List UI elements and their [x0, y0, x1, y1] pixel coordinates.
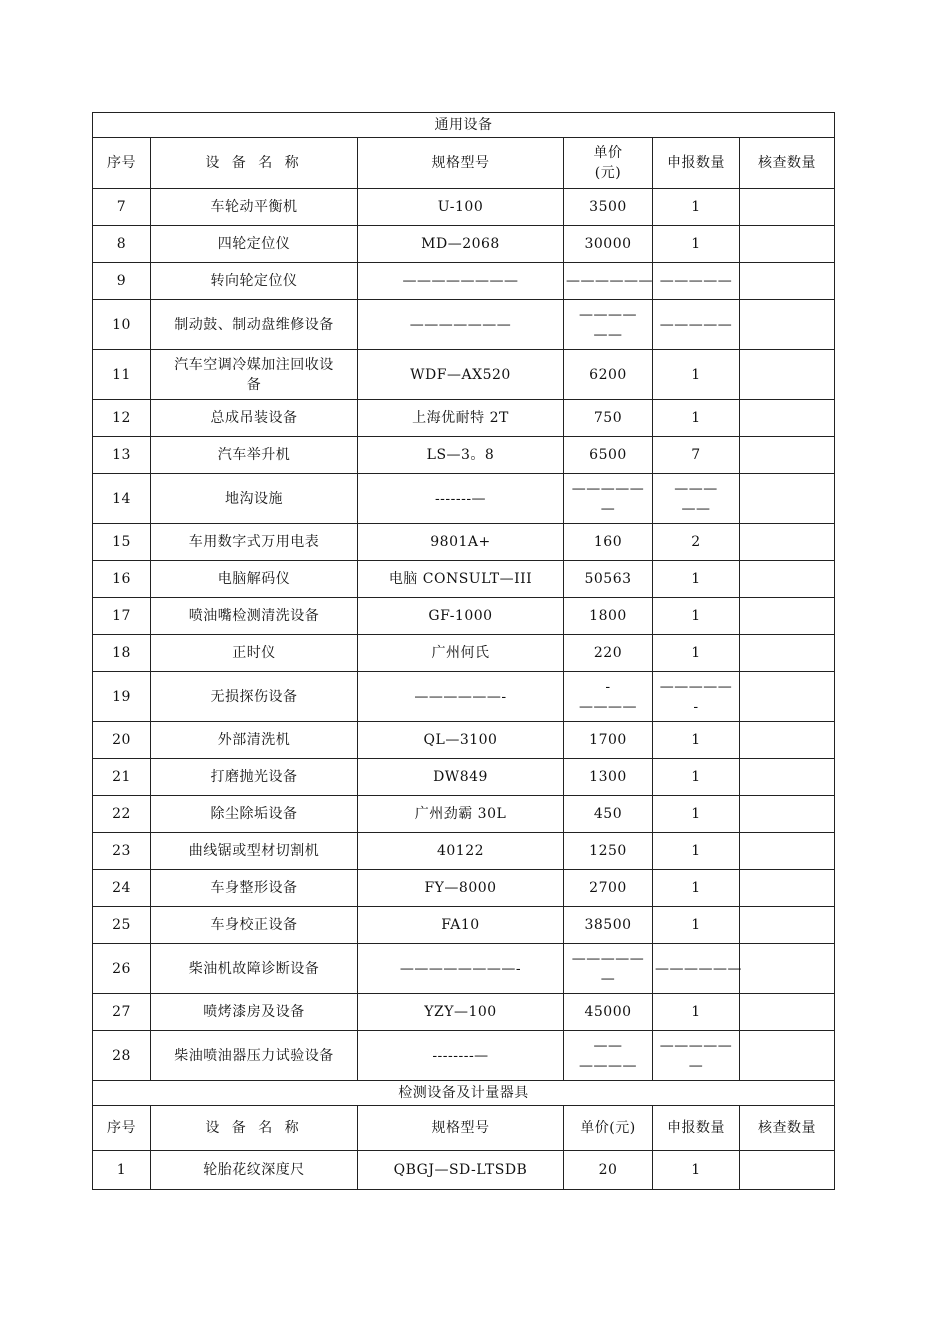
cell-seq: 10: [93, 300, 151, 350]
cell-name: 曲线锯或型材切割机: [151, 833, 358, 870]
table-row: [93, 907, 835, 944]
col-name-header-2: 设 备 名 称: [151, 1106, 358, 1151]
cell-price: 6500: [564, 437, 653, 474]
cell-declared: 1: [653, 598, 740, 635]
cell-declared: ——————: [653, 944, 740, 994]
cell-checked: [740, 994, 835, 1031]
table-row: [93, 722, 835, 759]
cell-seq: 21: [93, 759, 151, 796]
cell-checked: [740, 1031, 835, 1081]
cell-declared: 1: [653, 350, 740, 400]
cell-name: 汽车举升机: [151, 437, 358, 474]
cell-name: 无损探伤设备: [151, 672, 358, 722]
cell-checked: [740, 870, 835, 907]
table-row: [93, 437, 835, 474]
cell-name: 柴油喷油器压力试验设备: [151, 1031, 358, 1081]
cell-seq: 28: [93, 1031, 151, 1081]
cell-seq: 8: [93, 226, 151, 263]
cell-model: FY—8000: [358, 870, 564, 907]
cell-model: GF-1000: [358, 598, 564, 635]
col-price-header: 单价 (元): [564, 138, 653, 189]
cell-model: --------—: [358, 1031, 564, 1081]
cell-checked: [740, 437, 835, 474]
cell-seq: 26: [93, 944, 151, 994]
cell-name: 喷油嘴检测清洗设备: [151, 598, 358, 635]
cell-declared: 1: [653, 759, 740, 796]
cell-price: ———— ——: [564, 300, 653, 350]
table-row: [93, 300, 835, 350]
table-row: [93, 474, 835, 524]
cell-price: ————— —: [564, 944, 653, 994]
cell-model: WDF—AX520: [358, 350, 564, 400]
table-row: [93, 189, 835, 226]
cell-price: ————— —: [564, 474, 653, 524]
cell-model: QL—3100: [358, 722, 564, 759]
cell-price: 450: [564, 796, 653, 833]
table-row: [93, 833, 835, 870]
cell-model: FA10: [358, 907, 564, 944]
cell-model: 40122: [358, 833, 564, 870]
cell-price: 20: [564, 1151, 653, 1190]
cell-declared: 1: [653, 226, 740, 263]
cell-price: 1300: [564, 759, 653, 796]
col-checked-header-2: 核查数量: [740, 1106, 835, 1151]
table-row: [93, 226, 835, 263]
cell-declared: 1: [653, 722, 740, 759]
cell-name: 总成吊装设备: [151, 400, 358, 437]
cell-checked: [740, 400, 835, 437]
cell-declared: ————— -: [653, 672, 740, 722]
table-row: [93, 1151, 835, 1190]
section-title-measuring: 检测设备及计量器具: [93, 1081, 835, 1106]
cell-price: 6200: [564, 350, 653, 400]
section-title-general: 通用设备: [93, 113, 835, 138]
col-price-header-2: 单价(元): [564, 1106, 653, 1151]
col-model-header-2: 规格型号: [358, 1106, 564, 1151]
cell-seq: 12: [93, 400, 151, 437]
col-checked-header: 核查数量: [740, 138, 835, 189]
cell-checked: [740, 672, 835, 722]
cell-checked: [740, 722, 835, 759]
cell-seq: 1: [93, 1151, 151, 1190]
cell-name: 正时仪: [151, 635, 358, 672]
cell-checked: [740, 796, 835, 833]
cell-model: 电脑 CONSULT—III: [358, 561, 564, 598]
cell-name: 除尘除垢设备: [151, 796, 358, 833]
cell-name: 车用数字式万用电表: [151, 524, 358, 561]
cell-declared: ——— ——: [653, 474, 740, 524]
cell-price: 3500: [564, 189, 653, 226]
cell-declared: 1: [653, 870, 740, 907]
section-row-measuring: [93, 1081, 835, 1106]
cell-price: —— ————: [564, 1031, 653, 1081]
cell-seq: 13: [93, 437, 151, 474]
table-row: [93, 1031, 835, 1081]
cell-checked: [740, 474, 835, 524]
cell-checked: [740, 189, 835, 226]
header-row: [93, 138, 835, 189]
cell-declared: 1: [653, 1151, 740, 1190]
cell-model: ————————: [358, 263, 564, 300]
cell-price: 30000: [564, 226, 653, 263]
cell-model: ——————-: [358, 672, 564, 722]
cell-checked: [740, 833, 835, 870]
cell-name: 车轮动平衡机: [151, 189, 358, 226]
table-row: [93, 350, 835, 400]
cell-price: 750: [564, 400, 653, 437]
cell-checked: [740, 561, 835, 598]
table-row: [93, 870, 835, 907]
cell-declared: 1: [653, 833, 740, 870]
cell-model: 9801A+: [358, 524, 564, 561]
cell-name: 转向轮定位仪: [151, 263, 358, 300]
equipment-table: [92, 112, 835, 1190]
cell-declared: 1: [653, 907, 740, 944]
cell-seq: 23: [93, 833, 151, 870]
cell-model: DW849: [358, 759, 564, 796]
section-row-general: [93, 113, 835, 138]
cell-price: 160: [564, 524, 653, 561]
cell-name: 喷烤漆房及设备: [151, 994, 358, 1031]
cell-seq: 25: [93, 907, 151, 944]
table-row: [93, 524, 835, 561]
cell-checked: [740, 524, 835, 561]
cell-model: YZY—100: [358, 994, 564, 1031]
cell-seq: 9: [93, 263, 151, 300]
cell-checked: [740, 598, 835, 635]
cell-name: 轮胎花纹深度尺: [151, 1151, 358, 1190]
cell-model: QBGJ—SD-LTSDB: [358, 1151, 564, 1190]
cell-seq: 11: [93, 350, 151, 400]
cell-declared: 1: [653, 635, 740, 672]
cell-price: 1800: [564, 598, 653, 635]
table-row: [93, 598, 835, 635]
cell-name: 车身整形设备: [151, 870, 358, 907]
cell-declared: ————— —: [653, 1031, 740, 1081]
cell-checked: [740, 300, 835, 350]
cell-declared: 7: [653, 437, 740, 474]
col-seq-header: 序号: [93, 138, 151, 189]
cell-price: 1700: [564, 722, 653, 759]
cell-declared: 1: [653, 796, 740, 833]
cell-seq: 17: [93, 598, 151, 635]
cell-checked: [740, 907, 835, 944]
cell-price: 45000: [564, 994, 653, 1031]
cell-seq: 14: [93, 474, 151, 524]
cell-seq: 19: [93, 672, 151, 722]
col-declared-header-2: 申报数量: [653, 1106, 740, 1151]
cell-model: ————————-: [358, 944, 564, 994]
cell-name: 制动鼓、制动盘维修设备: [151, 300, 358, 350]
cell-name: 四轮定位仪: [151, 226, 358, 263]
cell-seq: 7: [93, 189, 151, 226]
cell-model: ———————: [358, 300, 564, 350]
cell-seq: 16: [93, 561, 151, 598]
cell-declared: 1: [653, 994, 740, 1031]
cell-name: 柴油机故障诊断设备: [151, 944, 358, 994]
cell-price: 2700: [564, 870, 653, 907]
cell-checked: [740, 944, 835, 994]
cell-price: 220: [564, 635, 653, 672]
cell-model: LS—3。8: [358, 437, 564, 474]
cell-checked: [740, 635, 835, 672]
table-row: [93, 561, 835, 598]
cell-declared: 1: [653, 400, 740, 437]
cell-declared: 1: [653, 189, 740, 226]
cell-name: 打磨抛光设备: [151, 759, 358, 796]
cell-seq: 27: [93, 994, 151, 1031]
col-name-header: 设 备 名 称: [151, 138, 358, 189]
cell-seq: 18: [93, 635, 151, 672]
cell-declared: —————: [653, 263, 740, 300]
table-row: [93, 400, 835, 437]
cell-declared: 1: [653, 561, 740, 598]
header-row-2: [93, 1106, 835, 1151]
cell-declared: 2: [653, 524, 740, 561]
table-row: [93, 994, 835, 1031]
cell-checked: [740, 759, 835, 796]
cell-checked: [740, 1151, 835, 1190]
table-row: [93, 635, 835, 672]
cell-name: 电脑解码仪: [151, 561, 358, 598]
table-row: [93, 944, 835, 994]
cell-model: 广州何氏: [358, 635, 564, 672]
cell-seq: 20: [93, 722, 151, 759]
cell-checked: [740, 263, 835, 300]
cell-price: 50563: [564, 561, 653, 598]
cell-name: 车身校正设备: [151, 907, 358, 944]
cell-name: 外部清洗机: [151, 722, 358, 759]
cell-declared: —————: [653, 300, 740, 350]
col-seq-header-2: 序号: [93, 1106, 151, 1151]
cell-checked: [740, 226, 835, 263]
cell-name: 汽车空调冷媒加注回收设 备: [151, 350, 358, 400]
cell-model: 上海优耐特 2T: [358, 400, 564, 437]
cell-model: U-100: [358, 189, 564, 226]
table-row: [93, 759, 835, 796]
col-declared-header: 申报数量: [653, 138, 740, 189]
cell-seq: 22: [93, 796, 151, 833]
cell-name: 地沟设施: [151, 474, 358, 524]
cell-price: - ————: [564, 672, 653, 722]
cell-checked: [740, 350, 835, 400]
table-row: [93, 263, 835, 300]
table-row: [93, 796, 835, 833]
cell-price: 38500: [564, 907, 653, 944]
table-row: [93, 672, 835, 722]
cell-seq: 15: [93, 524, 151, 561]
cell-price: 1250: [564, 833, 653, 870]
cell-model: -------—: [358, 474, 564, 524]
cell-model: 广州劲霸 30L: [358, 796, 564, 833]
cell-seq: 24: [93, 870, 151, 907]
cell-price: ——————: [564, 263, 653, 300]
col-model-header: 规格型号: [358, 138, 564, 189]
cell-model: MD—2068: [358, 226, 564, 263]
